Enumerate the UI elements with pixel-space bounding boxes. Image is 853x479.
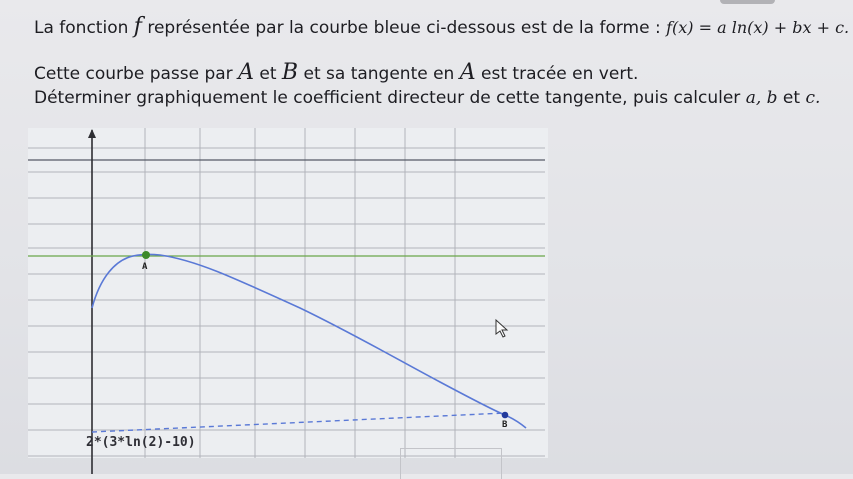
text-determine: Déterminer graphiquement le coefficient directeur de cette tangente, puis calculer [34,88,741,108]
text-et-2: et [782,88,801,108]
point-a[interactable] [142,251,150,259]
problem-line-3 [34,88,820,108]
problem-line-2 [34,60,638,85]
text-passes-through: Cette courbe passe par [34,64,233,84]
text-et: et [259,64,277,84]
text-la-fonction: La fonction [34,18,129,38]
point-b-symbol: B [281,60,299,85]
graph[interactable] [0,128,560,474]
text-traced-green: est tracée en vert. [481,64,639,84]
formula: f(x) = a ln(x) + bx + c. [666,18,850,37]
expression-label: 2*(3*ln(2)-10) [86,435,196,450]
var-c: c. [805,88,821,108]
point-a-symbol-2: A [459,60,476,85]
vars-ab: a, b [745,88,778,108]
bottom-input-box[interactable] [400,448,502,479]
point-a-symbol: A [238,60,254,85]
text-represented: représentée par la courbe bleue ci-dessous est de la forme : [147,18,661,38]
text-tangent: et sa tangente en [303,64,455,84]
problem-line-1 [34,14,849,39]
point-b-label: B [502,420,508,430]
graph-background [28,128,548,458]
point-a-label: A [142,262,148,272]
top-corner-mark [720,0,775,4]
function-symbol: f [133,14,142,39]
point-b[interactable] [502,412,509,419]
